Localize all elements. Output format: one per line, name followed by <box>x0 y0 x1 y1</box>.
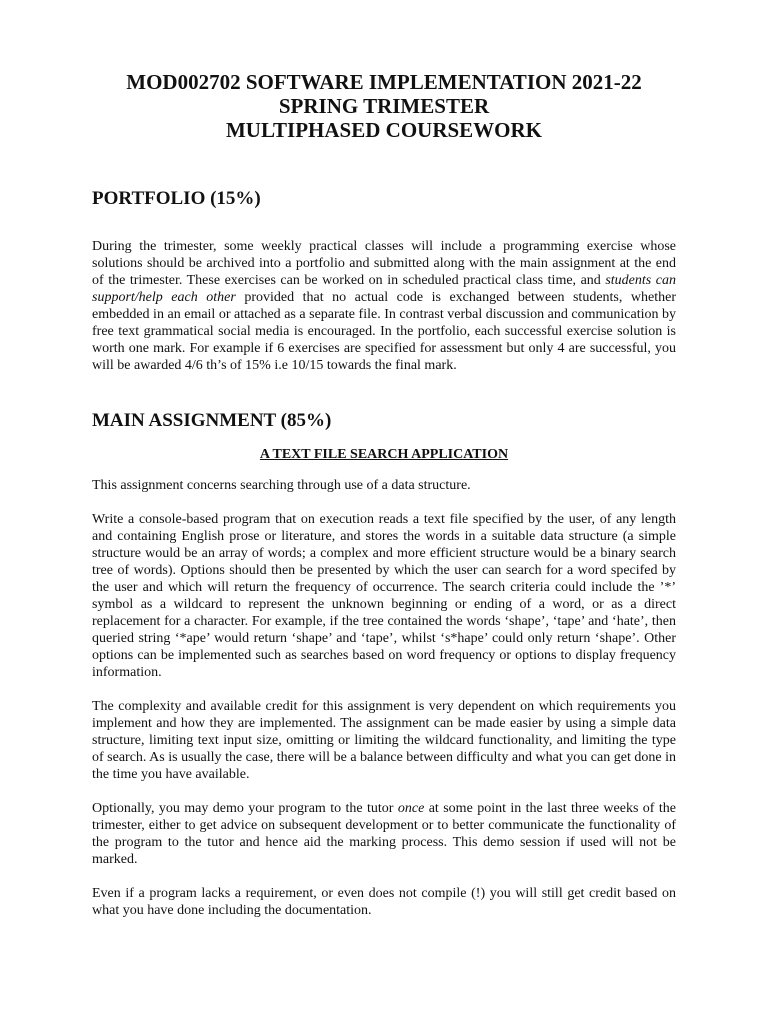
assignment-credit-paragraph: Even if a program lacks a requirement, or even does not compile (!) you will still get credit based on what you have done including the documentation. <box>92 886 676 918</box>
demo-text-emphasis: once <box>397 801 425 816</box>
portfolio-paragraph <box>92 238 676 374</box>
portfolio-text-start: During the trimester, some weekly practical classes will include a programming exercise whose solutions should be archived into a portfolio and submitted along with the main assignment at the end of the trimester. These exercises can be worked on in scheduled practical class time, and <box>92 239 676 288</box>
main-assignment-heading: MAIN ASSIGNMENT (85%) <box>92 410 332 431</box>
portfolio-text-end: provided that no actual code is exchanged between students, whether embedded in an email or attached as a separate file. In contrast verbal discussion and communication by free text grammatical social media is encouraged. In the portfolio, each successful exercise solution is worth one mark. For example if 6 exercises are specified for assessment but only 4 are successful, you will be awarded 4/6 th’s of 15% i.e 10/15 towards the final mark. <box>92 290 676 373</box>
assignment-complexity-paragraph: The complexity and available credit for this assignment is very dependent on which requirements you implement and how they are implemented. The assignment can be made easier by using a simple data structure, limiting text input size, omitting or limiting the wildcard functionality, and limiting the type of search. As is usually the case, there will be a balance between difficulty and what you can get done in the time you have available. <box>92 699 676 782</box>
document-title <box>92 70 676 142</box>
assignment-intro-paragraph: This assignment concerns searching through use of a data structure. <box>92 478 471 493</box>
demo-text-end: at some point in the last three weeks of the trimester, either to get advice on subsequent development or to better communicate the functionality of the program to the tutor and hence aid the marking process. This demo session if used will not be marked. <box>92 801 676 867</box>
demo-text-start: Optionally, you may demo your program to the tutor <box>92 801 398 816</box>
title-line-course: MOD002702 SOFTWARE IMPLEMENTATION 2021-22 <box>126 70 642 94</box>
assignment-demo-paragraph <box>92 800 676 868</box>
portfolio-text-emphasis: students can support/help each other <box>92 273 676 305</box>
title-line-trimester: SPRING TRIMESTER <box>278 94 490 118</box>
title-line-coursework: MULTIPHASED COURSEWORK <box>225 118 543 142</box>
assignment-subtitle: A TEXT FILE SEARCH APPLICATION <box>259 447 509 462</box>
portfolio-heading: PORTFOLIO (15%) <box>92 188 261 209</box>
assignment-spec-paragraph: Write a console-based program that on execution reads a text file specified by the user, of any length and containing English prose or literature, and stores the words in a suitable data structure (a simple structure would be an array of words; a complex and more efficient structure would be a binary search tree of words). Options should then be presented by which the user can search for a word specifed by the user and which will return the frequency of occurrence. The search criteria could include the ’*’ symbol as a wildcard to represent the unknown beginning or ending of a word, or as a direct replacement for a character. For example, if the tree contained the words ‘shape’, ‘tape’ and ‘hate’, then queried string ‘*ape’ would return ‘shape’ and ‘tape’, whilst ‘s*hape’ could only return ‘shape’. Other options can be implemented such as searches based on word frequency or options to display frequency information. <box>92 512 676 680</box>
